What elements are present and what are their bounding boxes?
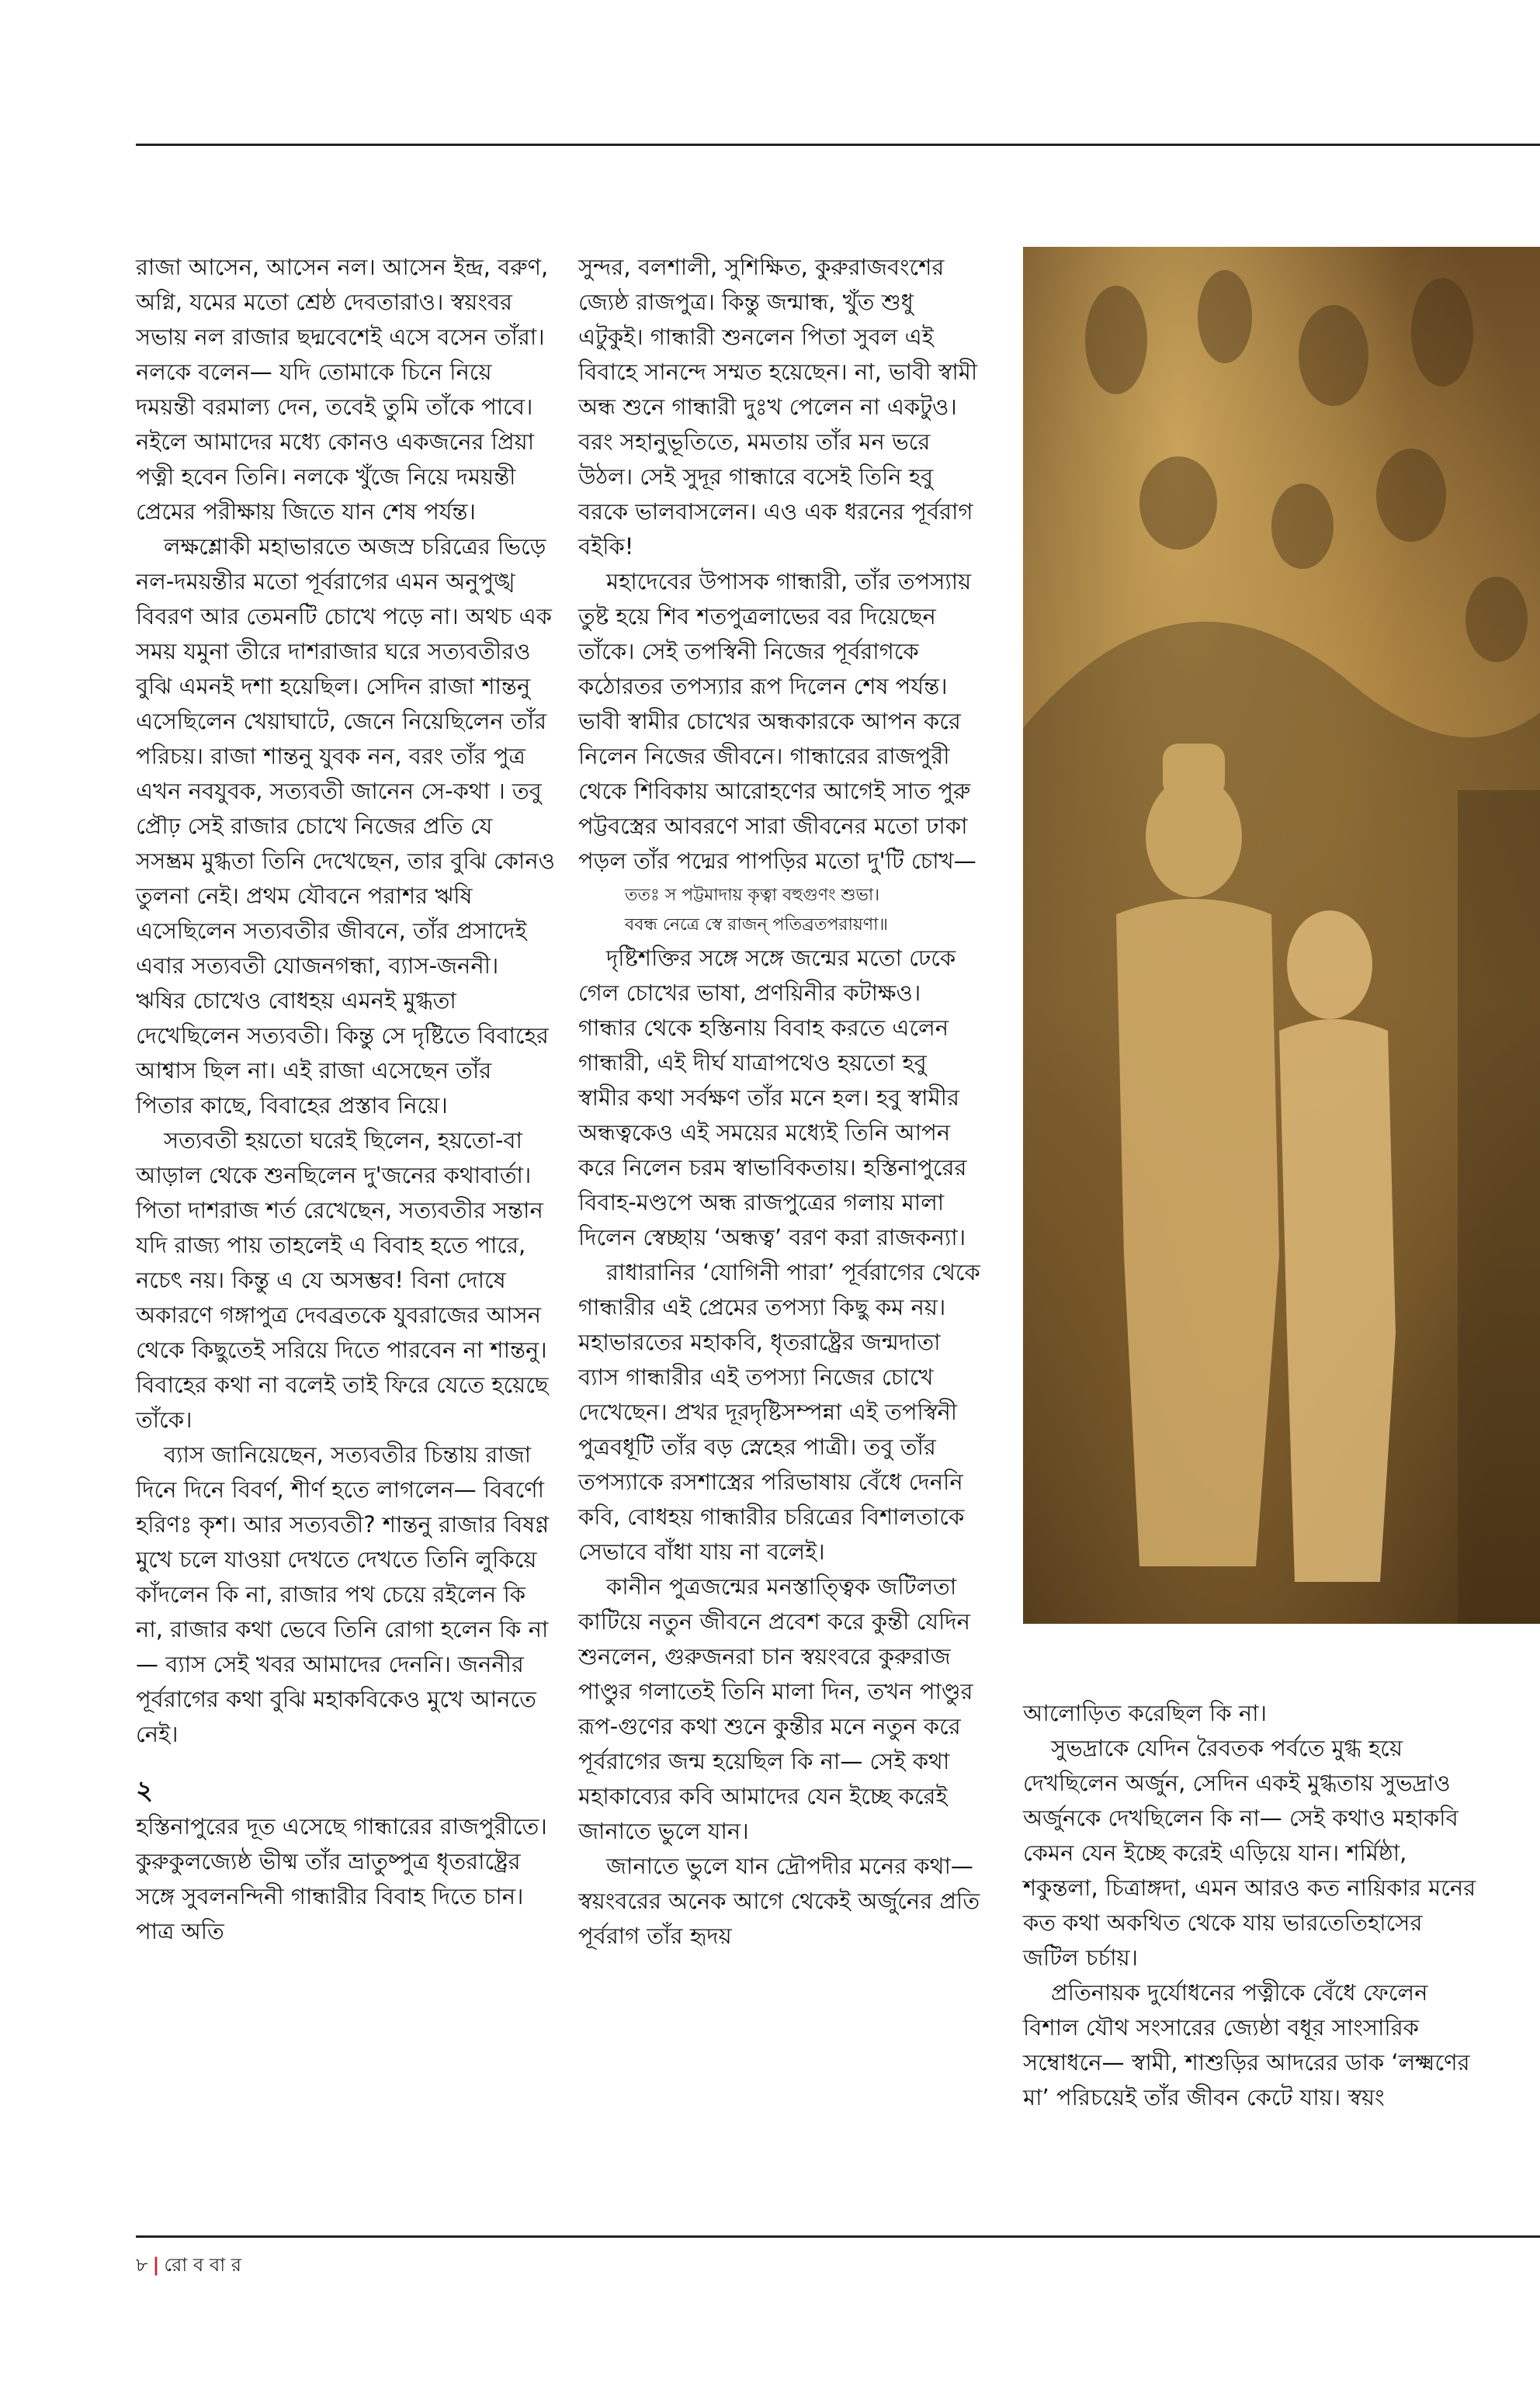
text-column-3 [1023,1696,1481,2115]
footer-separator: | [152,2254,160,2276]
top-rule [136,144,1540,146]
sanskrit-verse-line-1: ততঃ স পট্টমাদায় কৃত্বা বহুগুণং শুভা। [625,886,880,905]
col3-paragraph-1: আলোড়িত করেছিল কি না। [1023,1700,1267,1726]
col2-paragraph-3: দৃষ্টিশক্তির সঙ্গে সঙ্গে জন্মের মতো ঢেকে গেল চোখের ভাষা, প্রণয়িনীর কটাক্ষও। গান্ধার থেকে হস্তিনায় বিবাহ করতে এলেন গান্ধারী, এই দীর্ঘ যাত্রাপথেও হয়তো হবু স্বামীর কথা সর্বক্ষণ তাঁর মনে হল। হবু স্বামীর অন্ধত্বকেও এই সময়ের মধ্যেই তিনি আপন করে নিলেন চরম স্বাভাবিকতায়। হস্তিনাপুরের বিবাহ-মণ্ডপে অন্ধ রাজপুত্রের গলায় মালা দিলেন স্বেচ্ছায় ‘অন্ধত্ব’ বরণ করা রাজকন্যা। [578,945,967,1250]
col2-paragraph-4: রাধারানির ‘যোগিনী পারা’ পূর্বরাগের থেকে গান্ধারীর এই প্রেমের তপস্যা কিছু কম নয়। মহাভারতের মহাকবি, ধৃতরাষ্ট্রের জন্মদাতা ব্যাস গান্ধারীর এই তপস্যা নিজের চোখে দেখেছেন। প্রখর দূরদৃষ্টিসম্পন্না এই তপস্বিনী পুত্রবধূটি তাঁর বড় স্নেহের পাত্রী। তবু তাঁর তপস্যাকে রসশাস্ত্রের পরিভাষায় বেঁধে দেননি কবি, বোধহয় গান্ধারীর চরিত্রের বিশালতাকে সেভাবে বাঁধা যায় না বলেই। [578,1259,980,1565]
text-column-2 [578,250,982,1954]
relief-illustration [1023,247,1540,1624]
section-2-paragraph: হস্তিনাপুরের দূত এসেছে গান্ধারের রাজপুরীতে। কুরুকুলজ্যেষ্ঠ ভীষ্ম তাঁর ভ্রাতুষ্পুত্র ধৃতরাষ্ট্রের সঙ্গে সুবলনন্দিনী গান্ধারীর বিবাহ দিতে চান। পাত্র অতি [136,1813,547,1944]
col2-paragraph-5: কানীন পুত্রজন্মের মনস্তাত্ত্বিক জটিলতা কাটিয়ে নতুন জীবনে প্রবেশ করে কুন্তী যেদিন শুনলেন, গুরুজনরা চান স্বয়ংবরে কুরুরাজ পাণ্ডুর গলাতেই তিনি মালা দিন, তখন পাণ্ডুর রূপ-গুণের কথা শুনে কুন্তীর মনে নতুন করে পূর্বরাগের জন্ম হয়েছিল কি না— সেই কথা মহাকাব্যের কবি আমাদের যেন ইচ্ছে করেই জানাতে ভুলে যান। [578,1573,973,1844]
bottom-rule [136,2235,1540,2238]
text-column-1 [136,250,555,1949]
col3-paragraph-2: সুভদ্রাকে যেদিন রৈবতক পর্বতে মুগ্ধ হয়ে দেখছিলেন অর্জুন, সেদিন একই মুগ্ধতায় সুভদ্রাও অর্জুনকে দেখছিলেন কি না— সেই কথাও মহাকবি কেমন যেন ইচ্ছে করেই এড়িয়ে যান। শর্মিষ্ঠা, শকুন্তলা, চিত্রাঙ্গদা, এমন আরও কত নায়িকার মনের কত কথা অকথিত থেকে যায় ভারতেতিহাসের জটিল চর্চায়। [1023,1735,1476,1971]
col2-paragraph-1: সুন্দর, বলশালী, সুশিক্ষিত, কুরুরাজবংশের জ্যেষ্ঠ রাজপুত্র। কিন্তু জন্মান্ধ, খুঁত শুধু এটুকুই। গান্ধারী শুনলেন পিতা সুবল এই বিবাহে সানন্দে সম্মত হয়েছেন। না, ভাবী স্বামী অন্ধ শুনে গান্ধারী দুঃখ পেলেন না একটুও। বরং সহানুভূতিতে, মমতায় তাঁর মন ভরে উঠল। সেই সুদূর গান্ধারে বসেই তিনি হবু বরকে ভালবাসলেন। এও এক ধরনের পূর্বরাগ বইকি! [578,254,978,560]
section-number: ২ [136,1775,154,1806]
magazine-name: রো ব বা র [164,2254,242,2276]
col1-paragraph-4: ব্যাস জানিয়েছেন, সত্যবতীর চিন্তায় রাজা দিনে দিনে বিবর্ণ, শীর্ণ হতে লাগলেন— বিবর্ণো হরিণঃ কৃশ। আর সত্যবতী? শান্তনু রাজার বিষণ্ণ মুখে চলে যাওয়া দেখতে দেখতে তিনি লুকিয়ে কাঁদলেন কি না, রাজার পথ চেয়ে রইলেন কি না, রাজার কথা ভেবে তিনি রোগা হলেন কি না— ব্যাস সেই খবর আমাদের দেননি। জননীর পূর্বরাগের কথা বুঝি মহাকবিকেও মুখে আনতে নেই। [136,1441,550,1747]
col2-paragraph-6: জানাতে ভুলে যান দ্রৌপদীর মনের কথা— স্বয়ংবরের অনেক আগে থেকেই অর্জুনের প্রতি পূর্বরাগ তাঁর হৃদয় [578,1853,980,1949]
page-number: ৮ [136,2254,148,2276]
col1-paragraph-2: লক্ষশ্লোকী মহাভারতে অজস্র চরিত্রের ভিড়ে নল-দময়ন্তীর মতো পূর্বরাগের এমন অনুপুঙ্খ বিবরণ আর তেমনটি চোখে পড়ে না। অথচ এক সময় যমুনা তীরে দাশরাজার ঘরে সত্যবতীরও বুঝি এমনই দশা হয়েছিল। সেদিন রাজা শান্তনু এসেছিলেন খেয়াঘাটে, জেনে নিয়েছিলেন তাঁর পরিচয়। রাজা শান্তনু যুবক নন, বরং তাঁর পুত্র এখন নবযুবক, সত্যবতী জানেন সে-কথা । তবু প্রৌঢ় সেই রাজার চোখে নিজের প্রতি যে সসম্ভ্রম মুগ্ধতা তিনি দেখেছেন, তার বুঝি কোনও তুলনা নেই। প্রথম যৌবনে পরাশর ঋষি এসেছিলেন সত্যবতীর জীবনে, তাঁর প্রসাদেই এবার সত্যবতী যোজনগন্ধা, ব্যাস-জননী। ঋষির চোখেও বোধহয় এমনই মুগ্ধতা দেখেছিলেন সত্যবতী। কিন্তু সে দৃষ্টিতে বিবাহের আশ্বাস ছিল না। এই রাজা এসেছেন তাঁর পিতার কাছে, বিবাহের প্রস্তাব নিয়ে। [136,533,555,1118]
sanskrit-verse-line-2: ববন্ধ নেত্রে স্বে রাজন্‌ পতিব্রতপরায়ণা॥ [625,915,888,935]
col3-paragraph-3: প্রতিনায়ক দুর্যোধনের পত্নীকে বেঁধে ফেলেন বিশাল যৌথ সংসারের জ্যেষ্ঠা বধূর সাংসারিক সম্বোধনে— স্বামী, শাশুড়ির আদরের ডাক ‘লক্ষ্মণের মা’ পরিচয়েই তাঁর জীবন কেটে যায়। স্বয়ং [1023,1979,1470,2110]
stone-relief-photo [1023,247,1540,1624]
col2-paragraph-2: মহাদেবের উপাসক গান্ধারী, তাঁর তপস্যায় তুষ্ট হয়ে শিব শতপুত্রলাভের বর দিয়েছেন তাঁকে। সেই তপস্বিনী নিজের পূর্বরাগকে কঠোরতর তপস্যার রূপ দিলেন শেষ পর্যন্ত। ভাবী স্বামীর চোখের অন্ধকারকে আপন করে নিলেন নিজের জীবনে। গান্ধারের রাজপুরী থেকে শিবিকায় আরোহণের আগেই সাত পুরু পট্টবস্ত্রের আবরণে সারা জীবনের মতো ঢাকা পড়ল তাঁর পদ্মের পাপড়ির মতো দু'টি চোখ— [578,568,976,874]
page-footer [136,2251,241,2282]
col1-paragraph-1: রাজা আসেন, আসেন নল। আসেন ইন্দ্র, বরুণ, অগ্নি, যমের মতো শ্রেষ্ঠ দেবতারাও। স্বয়ংবর সভায় নল রাজার ছদ্মবেশেই এসে বসেন তাঁরা। নলকে বলেন— যদি তোমাকে চিনে নিয়ে দময়ন্তী বরমাল্য দেন, তবেই তুমি তাঁকে পাবে। নইলে আমাদের মধ্যে কোনও একজনের প্রিয়া পত্নী হবেন তিনি। নলকে খুঁজে নিয়ে দময়ন্তী প্রেমের পরীক্ষায় জিতে যান শেষ পর্যন্ত। [136,254,549,525]
col1-paragraph-3: সত্যবতী হয়তো ঘরেই ছিলেন, হয়তো-বা আড়াল থেকে শুনছিলেন দু'জনের কথাবার্তা। পিতা দাশরাজ শর্ত রেখেছেন, সত্যবতীর সন্তান যদি রাজ্য পায় তাহলেই এ বিবাহ হতে পারে, নচেৎ নয়। কিন্তু এ যে অসম্ভব! বিনা দোষে অকারণে গঙ্গাপুত্র দেবব্রতকে যুবরাজের আসন থেকে কিছুতেই সরিয়ে দিতে পারবেন না শান্তনু। বিবাহের কথা না বলেই তাই ফিরে যেতে হয়েছে তাঁকে। [136,1127,549,1433]
